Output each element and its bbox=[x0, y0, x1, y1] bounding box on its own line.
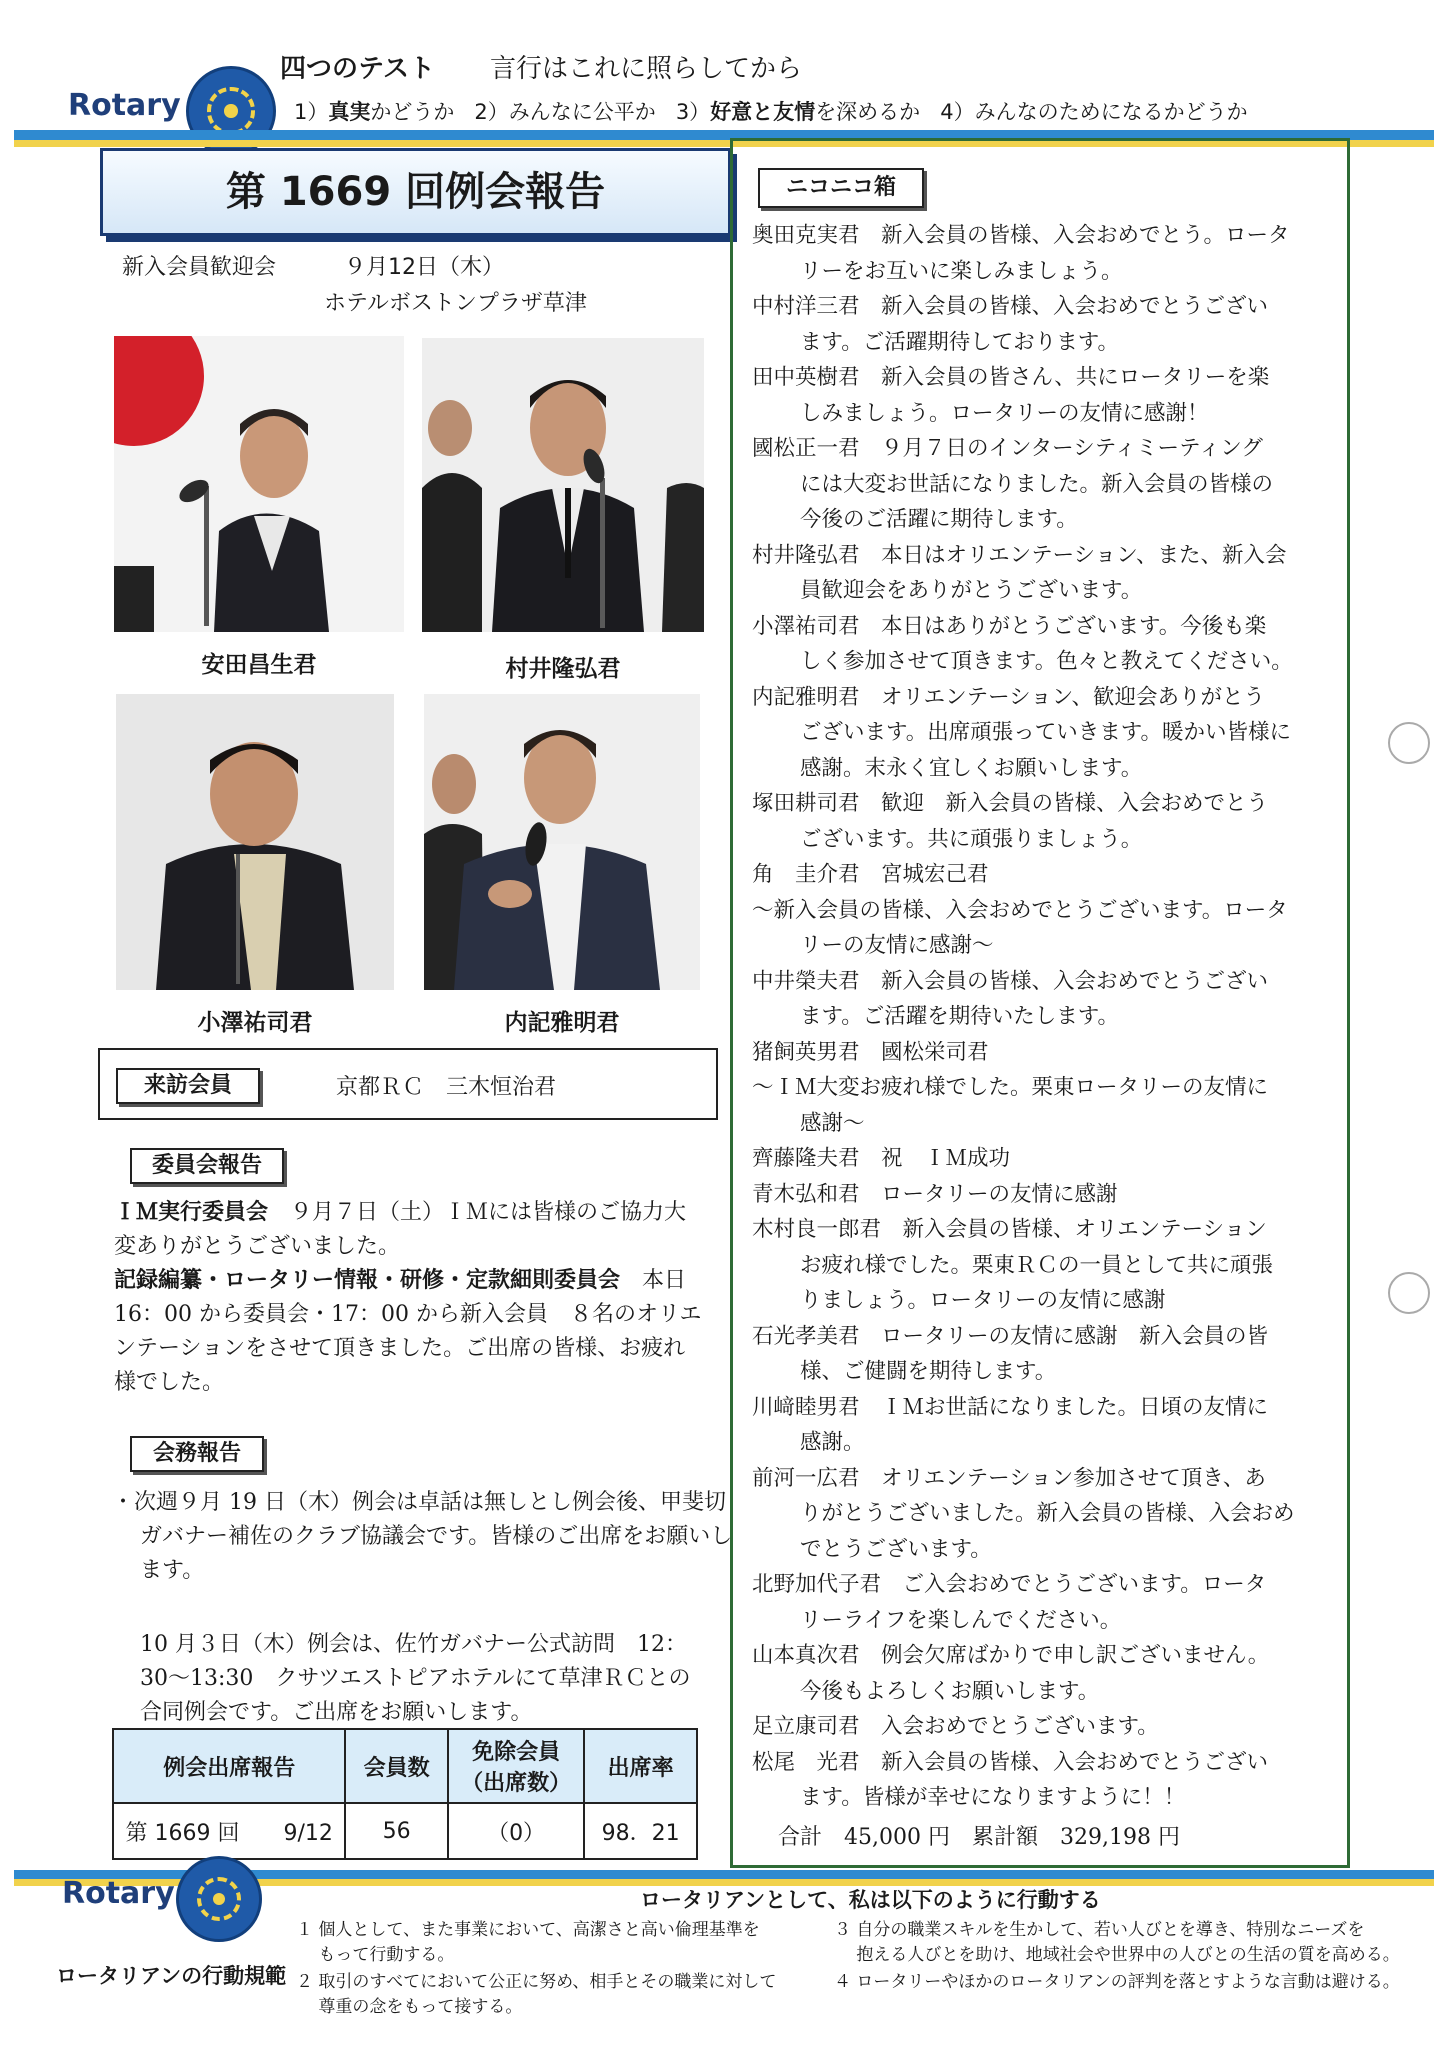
nikoniko-line: 員歓迎会をありがとうございます。 bbox=[800, 578, 1143, 603]
attendance-header-rate: 出席率 bbox=[584, 1729, 697, 1803]
photo-1-illustration bbox=[114, 336, 404, 632]
test-item-3: 3）好意と友情を深めるか bbox=[675, 100, 921, 124]
nikoniko-line: リーの友情に感謝〜 bbox=[800, 933, 994, 958]
committee-p1-heading: ＩＭ実行委員会 bbox=[114, 1200, 269, 1225]
attendance-table bbox=[112, 1728, 698, 1860]
nikoniko-line: リーライフを楽しんでください。 bbox=[800, 1607, 1122, 1633]
nikoniko-line: しみましょう。ロータリーの友情に感謝！ bbox=[800, 400, 1209, 426]
nikoniko-label: ニコニコ箱 bbox=[758, 168, 924, 208]
committee-text bbox=[114, 1196, 706, 1400]
nikoniko-total: 合計 45,000 円 累計額 329,198 円 bbox=[778, 1825, 1180, 1850]
committee-p2-heading: 記録編纂・ロータリー情報・研修・定款細則委員会 bbox=[114, 1268, 621, 1293]
rotary-logo-text: Rotary bbox=[68, 88, 181, 123]
visitors-label: 来訪会員 bbox=[116, 1068, 260, 1104]
nikoniko-line: 感謝。 bbox=[800, 1430, 865, 1455]
nikoniko-line: 角 圭介君 宮城宏己君 bbox=[752, 862, 989, 887]
nikoniko-line: 村井隆弘君 本日はオリエンテーション、また、新入会 bbox=[752, 542, 1287, 568]
nikoniko-line: リーをお互いに楽しみましょう。 bbox=[800, 258, 1123, 284]
nikoniko-line: りがとうございました。新入会員の皆様、入会おめ bbox=[800, 1501, 1295, 1526]
four-tests-title: 四つのテスト bbox=[280, 54, 435, 84]
visitors-text: 京都ＲＣ 三木恒治君 bbox=[336, 1075, 557, 1100]
committee-p2-body: 本日 16：00 から委員会・17：00 から新入会員 ８名のオリエンテーションをさせて頂きました。ご出席の皆様、お疲れ様でした。 bbox=[114, 1268, 702, 1395]
nikoniko-line: 〜新入会員の皆様、入会おめでとうございます。ロータ bbox=[752, 897, 1288, 923]
nikoniko-line: りましょう。ロータリーの友情に感謝 bbox=[800, 1288, 1166, 1313]
footer-rotary-wheel-icon bbox=[176, 1856, 262, 1942]
nikoniko-list bbox=[752, 218, 1342, 1816]
photo-caption-3: 小澤祐司君 bbox=[197, 1010, 313, 1036]
conduct-item-2: ２ 取引のすべてにおいて公正に努め、相手とその職業に対して 尊重の念をもって接する。 bbox=[296, 1972, 777, 2017]
nikoniko-line: には大変お世話になりました。新入会員の皆様の bbox=[800, 471, 1274, 497]
nikoniko-line: 内記雅明君 オリエンテーション、歓迎会ありがとう bbox=[752, 684, 1265, 710]
nikoniko-line: 奥田克実君 新入会員の皆様、入会おめでとう。ロータ bbox=[752, 223, 1290, 248]
nikoniko-line: 川﨑睦男君 ＩＭお世話になりました。日頃の友情に bbox=[752, 1394, 1269, 1420]
nikoniko-line: 北野加代子君 ご入会おめでとうございます。ロータ bbox=[752, 1572, 1267, 1597]
attendance-cell-members: 56 bbox=[345, 1803, 447, 1859]
nikoniko-line: お疲れ様でした。栗東ＲＣの一員として共に頑張 bbox=[800, 1252, 1274, 1278]
photo-4-illustration bbox=[424, 694, 700, 990]
nikoniko-line: 松尾 光君 新入会員の皆様、入会おめでとうござい bbox=[752, 1749, 1269, 1775]
photo-2-illustration bbox=[422, 338, 704, 632]
photo-speaker-2 bbox=[422, 338, 704, 632]
photo-caption-2: 村井隆弘君 bbox=[505, 656, 621, 682]
photo-caption-4: 内記雅明君 bbox=[504, 1010, 620, 1036]
attendance-cell-meeting: 第 1669 回 9/12 bbox=[113, 1803, 345, 1859]
nikoniko-line: 小澤祐司君 本日はありがとうございます。今後も楽 bbox=[752, 613, 1267, 639]
attendance-header-exempt: 免除会員 （出席数） bbox=[448, 1729, 584, 1803]
attendance-header-members: 会員数 bbox=[345, 1729, 447, 1803]
nikoniko-line: 様、ご健闘を期待します。 bbox=[800, 1359, 1057, 1384]
nikoniko-line: 感謝。末永く宜しくお願いします。 bbox=[800, 755, 1143, 781]
report-title: 第 1669 回例会報告 bbox=[225, 169, 606, 215]
event-name: 新入会員歓迎会 bbox=[122, 255, 277, 280]
committee-p1-body: ９月７日（土）ＩＭには皆様のご協力大変ありがとうございました。 bbox=[114, 1200, 687, 1259]
nikoniko-line: 今後のご活躍に期待します。 bbox=[800, 507, 1078, 532]
photo-speaker-1 bbox=[114, 336, 404, 632]
attendance-header-title: 例会出席報告 bbox=[113, 1729, 345, 1803]
code-of-conduct-label: ロータリアンの行動規範 bbox=[56, 1964, 287, 1988]
nikoniko-line: 國松正一君 ９月７日のインターシティミーティング bbox=[752, 436, 1263, 461]
nikoniko-line: 青木弘和君 ロータリーの友情に感謝 bbox=[752, 1181, 1118, 1207]
event-venue: ホテルボストンプラザ草津 bbox=[324, 291, 587, 316]
photo-3-illustration bbox=[116, 694, 394, 990]
four-tests-subtitle: 言行はこれに照らしてから bbox=[490, 54, 803, 84]
affairs-p1: ・次週９月 19 日（木）例会は卓話は無しとし例会後、甲斐切ガバナー補佐のクラブ協議会です。皆様のご出席をお願いします。 bbox=[112, 1490, 733, 1583]
nikoniko-line: しく参加させて頂きます。色々と教えてください。 bbox=[800, 649, 1293, 674]
nikoniko-line: 中村洋三君 新入会員の皆様、入会おめでとうござい bbox=[752, 294, 1269, 319]
footer-heading: ロータリアンとして、私は以下のように行動する bbox=[640, 1888, 1101, 1912]
nikoniko-line: 木村良一郎君 新入会員の皆様、オリエンテーション bbox=[752, 1217, 1267, 1242]
test-item-4: 4）みんなのためになるかどうか bbox=[940, 100, 1248, 124]
nikoniko-line: 齊藤隆夫君 祝 ＩＭ成功 bbox=[752, 1146, 1011, 1171]
nikoniko-line: 感謝〜 bbox=[800, 1110, 865, 1136]
conduct-item-4: ４ ロータリーやほかのロータリアンの評判を落とすような言動は避ける。 bbox=[834, 1972, 1400, 1992]
attendance-cell-exempt: （0） bbox=[448, 1803, 584, 1859]
nikoniko-line: 石光孝美君 ロータリーの友情に感謝 新入会員の皆 bbox=[752, 1323, 1269, 1349]
test-item-2: 2）みんなに公平か bbox=[474, 100, 656, 124]
conduct-item-1: １ 個人として、また事業において、高潔さと高い倫理基準を もって行動する。 bbox=[296, 1920, 760, 1965]
punch-hole-bottom bbox=[1388, 1272, 1430, 1314]
nikoniko-line: でとうございます。 bbox=[800, 1536, 992, 1562]
attendance-cell-rate: 98．21 bbox=[584, 1803, 697, 1859]
nikoniko-line: 足立康司君 入会おめでとうございます。 bbox=[752, 1714, 1159, 1739]
nikoniko-line: 塚田耕司君 歓迎 新入会員の皆様、入会おめでとう bbox=[752, 791, 1269, 816]
nikoniko-line: 今後もよろしくお願いします。 bbox=[800, 1678, 1100, 1704]
punch-hole-top bbox=[1388, 722, 1430, 764]
event-date: ９月12日（木） bbox=[344, 255, 504, 280]
conduct-item-3: ３ 自分の職業スキルを生かして、若い人びとを導き、特別なニーズを 抱える人びとを助け、地域社会や世界中の人びとの生活の質を高める。 bbox=[834, 1920, 1400, 1965]
test-item-1: 1）真実かどうか bbox=[294, 100, 455, 124]
affairs-label: 会務報告 bbox=[130, 1436, 264, 1472]
photo-speaker-4 bbox=[424, 694, 700, 990]
footer-rotary-logo-text: Rotary bbox=[62, 1876, 175, 1911]
nikoniko-line: ます。ご活躍期待しております。 bbox=[800, 329, 1120, 355]
photo-speaker-3 bbox=[116, 694, 394, 990]
nikoniko-line: ます。皆様が幸せになりますように！！ bbox=[800, 1785, 1186, 1810]
affairs-p2: 10 月３日（木）例会は、佐竹ガバナー公式訪問 12：30〜13:30 クサツエストピアホテルにて草津ＲＣとの合同例会です。ご出席をお願いします。 bbox=[140, 1632, 691, 1725]
nikoniko-line: 猪飼英男君 國松栄司君 bbox=[752, 1039, 989, 1065]
photo-caption-1: 安田昌生君 bbox=[201, 652, 317, 678]
nikoniko-line: 前河一広君 オリエンテーション参加させて頂き、あ bbox=[752, 1465, 1266, 1491]
nikoniko-line: ます。ご活躍を期待いたします。 bbox=[800, 1004, 1120, 1029]
nikoniko-line: ございます。共に頑張りましょう。 bbox=[800, 826, 1143, 852]
report-title-box bbox=[100, 148, 731, 236]
committee-label: 委員会報告 bbox=[130, 1148, 284, 1184]
nikoniko-line: 〜ＩＭ大変お疲れ様でした。栗東ロータリーの友情に bbox=[752, 1075, 1269, 1100]
nikoniko-line: ございます。出席頑張っていきます。暖かい皆様に bbox=[800, 720, 1292, 745]
nikoniko-line: 中井榮夫君 新入会員の皆様、入会おめでとうござい bbox=[752, 968, 1269, 994]
nikoniko-line: 山本真次君 例会欠席ばかりで申し訳ございません。 bbox=[752, 1643, 1270, 1668]
four-tests-list bbox=[294, 96, 1248, 126]
nikoniko-line: 田中英樹君 新入会員の皆さん、共にロータリーを楽 bbox=[752, 365, 1270, 390]
